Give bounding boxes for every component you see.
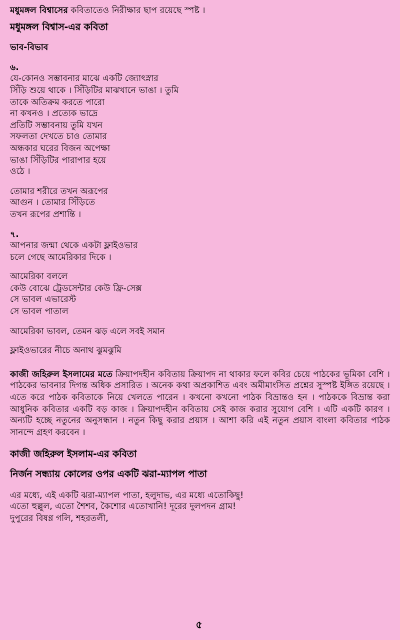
poem-line: এতো হুল্লুল, এতো শৈশব, কৈশোর এতোখানি! দূরের দুলপদন গ্রাম! [10, 502, 236, 513]
intro-line [10, 6, 390, 18]
poem-line: ফ্লাইওভারের নীচে অনাথ ঝুমঝুমি [10, 346, 122, 357]
poem-line: তখন রূপের প্রশান্তি । [10, 209, 82, 220]
poem-line: তোমার শরীরে তখন অরূপের [10, 186, 108, 197]
intro-text: কবিতাতেও নিরীক্ষার ছাপ রয়েছে স্পষ্ট । [67, 6, 206, 16]
poem-line: এর মধ্যে, এই একটি ঝরা-ম্যাপল পাতা, হলুদাভ, এর মধ্যে এতোকিছু! [10, 490, 244, 501]
poem1-stanza1 [10, 74, 390, 178]
poem-line: আপনার জন্মা থেকে একটা ফ্লাইওভার [10, 241, 138, 252]
poem2-lines [10, 491, 390, 526]
poem1-number-7: ৭. [10, 229, 19, 240]
poem-line: ভাঙা সিঁড়িটির পারাপার হয়ে [10, 155, 107, 166]
poem-line: চলে গেছে আমেরিকার দিকে । [10, 252, 112, 263]
poem1-stanza2 [10, 187, 390, 222]
essay-paragraph [10, 370, 390, 440]
poem-line: সিঁড়ি শুয়ে থাকে । সিঁড়িটির মাঝখানে ভাঙা । তুমি [10, 85, 179, 96]
poem-line: আমেরিকা ভাবল, তেমন ঝড় এলে সবই সমান [10, 326, 166, 337]
poem1-title: ভাব-বিভাব [10, 43, 49, 54]
page-number: ৫ [195, 620, 203, 631]
poem-line: অন্ধকার ঘরের বিজন অপেক্ষা [10, 143, 111, 154]
poem1-stanza3 [10, 241, 390, 264]
poem-line: কেউ বোঝে ট্রেডসেন্টার কেউ ফ্রি-সেক্স [10, 283, 142, 294]
section-title-madhumangal: মধুমঙ্গল বিশ্বাস-এর কবিতা [10, 21, 108, 33]
poem2-title: নির্জন সন্ধ্যায় কোলের ওপর একটি ঝরা-ম্যাপল পাতা [10, 469, 208, 480]
poem1-number-6: ৬. [10, 62, 19, 73]
poem-line: প্রতিটি সম্ভাবনায় তুমি যখন [10, 120, 103, 131]
poem-line: সে ভাবল এভারেস্ট [10, 295, 77, 306]
poem-line: আমেরিকা বললে [10, 272, 68, 283]
essay-text: ক্রিয়াপদহীন কবিতায় ক্রিয়াপদ না থাকার ফলে কবির চেয়ে পাঠকের ভূমিকা বেশি । পাঠকের ভাবনার দিগন্ত অধিক প্রসারিত । অনেক কথা অপ্রকাশিত এবং অমীমাংসিত প্রশ্নের সুস্পষ্ট ইঙ্গিত রয়েছে । এতে করে পাঠক কবিতাকে নিয়ে খেলতে পারেন । কখনো কখনো পাঠক বিভ্রান্তও হন । পাঠককে বিভ্রান্ত করা আধুনিক কবিতার একটি বড় কাজ । ক্রিয়াপদহীন কবিতায় সেই কাজ করার সুযোগ বেশি । এটি একটি কারণ । অন্যটি হচ্ছে নতুনের অনুসন্ধান । নতুন কিছু করার প্রয়াস । আশা করি এই নতুন প্রয়াস বাংলা কবিতার পাঠক সানন্দে গ্রহণ করবেন । [10, 369, 390, 438]
poem-line: তাকে অতিক্রম করতে পারো [10, 97, 105, 108]
poem-line: না কখনও । প্রত্যেক ভাদ্রে [10, 109, 98, 120]
poem1-stanza5 [10, 327, 390, 339]
poem-line: ওঠে । [10, 167, 31, 178]
poem-line: দুপুরের বিষণ্ণ গলি, শহরতলী, [10, 513, 109, 524]
poem-line: আগুন । তোমার সিঁড়িতে [10, 198, 96, 209]
essay-lead: কাজী জহিরুল ইসলামের মতে [10, 369, 113, 380]
poem-line: সফলতা দেখতে চাও তোমার [10, 132, 107, 143]
poem-line: যে-কোনও সম্ভাবনার মাঝে একটি জ্যোৎস্নার [10, 74, 159, 85]
poem1-stanza4 [10, 272, 390, 318]
poem1-stanza6 [10, 346, 390, 358]
section-title-kazi: কাজী জহিরুল ইসলাম-এর কবিতা [10, 449, 137, 461]
poem-line: সে ভাবল পাতাল [10, 307, 69, 318]
intro-poet-name: মধুমঙ্গল বিশ্বাসের [10, 6, 68, 16]
